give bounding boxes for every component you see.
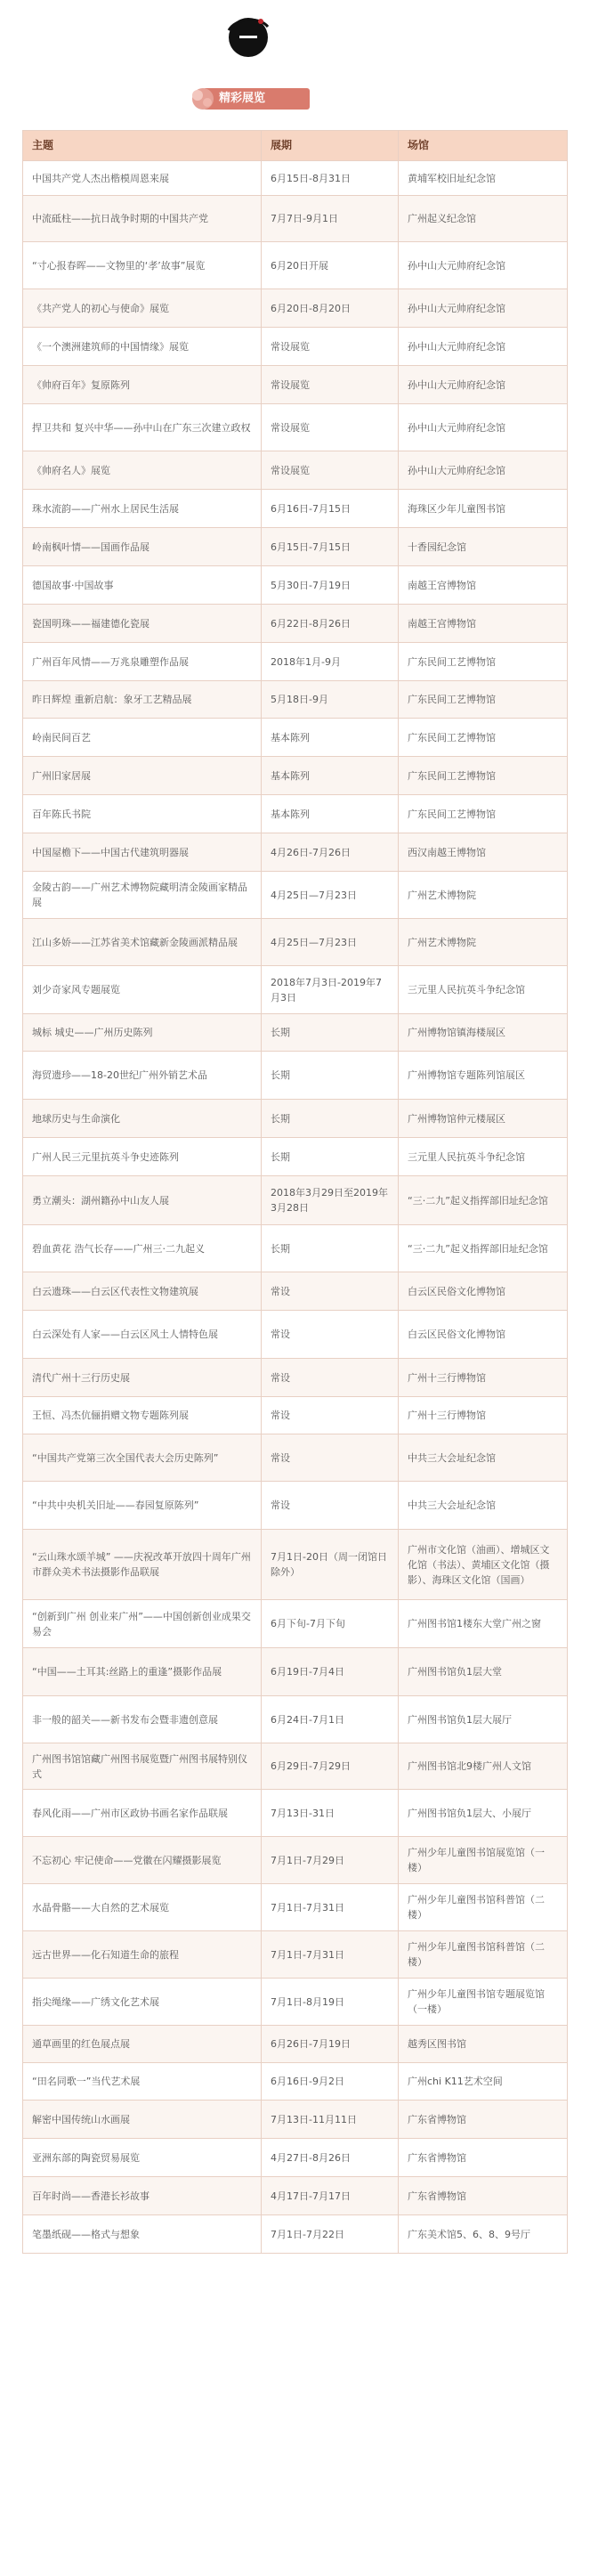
ink-circle-logo bbox=[223, 12, 273, 62]
cell-theme: 《一个澳洲建筑师的中国情缘》展览 bbox=[23, 328, 262, 366]
cell-period: 7月1日-20日（周一闭馆日除外） bbox=[262, 1530, 399, 1600]
cell-theme: “中国共产党第三次全国代表大会历史陈列” bbox=[23, 1434, 262, 1482]
table-row bbox=[23, 1359, 568, 1397]
cell-period: 常设 bbox=[262, 1482, 399, 1530]
cell-venue: 南越王宫博物馆 bbox=[399, 605, 568, 643]
table-row bbox=[23, 242, 568, 289]
table-row bbox=[23, 1397, 568, 1434]
table-row bbox=[23, 966, 568, 1014]
cell-venue: 广州少年儿童图书馆展览馆（一楼） bbox=[399, 1837, 568, 1884]
cell-venue: 广东省博物馆 bbox=[399, 2101, 568, 2139]
section-banner bbox=[183, 85, 315, 113]
cell-period: 7月13日-11月11日 bbox=[262, 2101, 399, 2139]
table-row bbox=[23, 1600, 568, 1648]
cell-period: 常设 bbox=[262, 1359, 399, 1397]
cell-venue: 海珠区少年儿童图书馆 bbox=[399, 490, 568, 528]
cell-venue: 广州起义纪念馆 bbox=[399, 196, 568, 242]
cell-period: 6月16日-9月2日 bbox=[262, 2063, 399, 2101]
cell-theme: 海贸遗珍——18-20世纪广州外销艺术品 bbox=[23, 1052, 262, 1100]
cell-theme: 《共产党人的初心与使命》展览 bbox=[23, 289, 262, 328]
cell-venue: 广州艺术博物院 bbox=[399, 872, 568, 919]
table-row bbox=[23, 605, 568, 643]
cell-period: 6月下旬-7月下旬 bbox=[262, 1600, 399, 1648]
cell-period: 7月1日-8月19日 bbox=[262, 1979, 399, 2026]
cell-theme: 中流砥柱——抗日战争时期的中国共产党 bbox=[23, 196, 262, 242]
cell-theme: 指尖绳缘——广绣文化艺术展 bbox=[23, 1979, 262, 2026]
cell-period: 2018年7月3日-2019年7月3日 bbox=[262, 966, 399, 1014]
cell-period: 2018年1月-9月 bbox=[262, 643, 399, 681]
cell-venue: 广州chi K11艺术空间 bbox=[399, 2063, 568, 2101]
cell-period: 4月25日—7月23日 bbox=[262, 872, 399, 919]
cell-theme: 白云遗珠——白云区代表性文物建筑展 bbox=[23, 1272, 262, 1311]
table-row bbox=[23, 757, 568, 795]
table-row bbox=[23, 566, 568, 605]
table-row bbox=[23, 1743, 568, 1790]
cell-period: 6月16日-7月15日 bbox=[262, 490, 399, 528]
cell-theme: “寸心报春晖——文物里的‘孝’故事”展览 bbox=[23, 242, 262, 289]
cell-period: 常设 bbox=[262, 1434, 399, 1482]
cell-period: 5月30日-7月19日 bbox=[262, 566, 399, 605]
cell-venue: 中共三大会址纪念馆 bbox=[399, 1434, 568, 1482]
cell-venue: 孙中山大元帅府纪念馆 bbox=[399, 404, 568, 451]
cell-period: 6月15日-7月15日 bbox=[262, 528, 399, 566]
table-row bbox=[23, 872, 568, 919]
table-row bbox=[23, 1790, 568, 1837]
table-row bbox=[23, 1138, 568, 1176]
cell-theme: 碧血黄花 浩气长存——广州三·二九起义 bbox=[23, 1225, 262, 1272]
cell-theme: “中国——土耳其:丝路上的重逢”摄影作品展 bbox=[23, 1648, 262, 1696]
table-row bbox=[23, 1696, 568, 1743]
cell-venue: 中共三大会址纪念馆 bbox=[399, 1482, 568, 1530]
table-row bbox=[23, 643, 568, 681]
cell-venue: 广州市文化馆（油画）、增城区文化馆（书法）、黄埔区文化馆（摄影）、海珠区文化馆（国画） bbox=[399, 1530, 568, 1600]
cell-theme: 德国故事·中国故事 bbox=[23, 566, 262, 605]
cell-period: 常设 bbox=[262, 1311, 399, 1359]
table-row bbox=[23, 2139, 568, 2177]
table-row bbox=[23, 2177, 568, 2215]
table-row bbox=[23, 1434, 568, 1482]
cell-venue: 白云区民俗文化博物馆 bbox=[399, 1272, 568, 1311]
cell-theme: 中国屋檐下——中国古代建筑明器展 bbox=[23, 833, 262, 872]
table-row bbox=[23, 833, 568, 872]
cell-theme: 春风化雨——广州市区政协书画名家作品联展 bbox=[23, 1790, 262, 1837]
cell-period: 6月15日-8月31日 bbox=[262, 161, 399, 196]
table-row bbox=[23, 1100, 568, 1138]
cell-period: 5月18日-9月 bbox=[262, 681, 399, 719]
cell-theme: 不忘初心 牢记使命——党徽在闪耀摄影展览 bbox=[23, 1837, 262, 1884]
cell-venue: 越秀区图书馆 bbox=[399, 2026, 568, 2063]
table-row bbox=[23, 161, 568, 196]
cell-venue: 孙中山大元帅府纪念馆 bbox=[399, 366, 568, 404]
table-row bbox=[23, 1311, 568, 1359]
cell-period: 7月7日-9月1日 bbox=[262, 196, 399, 242]
cell-theme: 解密中国传统山水画展 bbox=[23, 2101, 262, 2139]
cell-period: 7月1日-7月29日 bbox=[262, 1837, 399, 1884]
table-row bbox=[23, 681, 568, 719]
cell-period: 长期 bbox=[262, 1052, 399, 1100]
cell-venue: 广东民间工艺博物馆 bbox=[399, 719, 568, 757]
cell-period: 6月19日-7月4日 bbox=[262, 1648, 399, 1696]
cell-theme: 广州百年风情——万兆泉雕塑作品展 bbox=[23, 643, 262, 681]
cell-venue: “三·二九”起义指挥部旧址纪念馆 bbox=[399, 1176, 568, 1225]
cell-theme: 勇立潮头：湖州籍孙中山友人展 bbox=[23, 1176, 262, 1225]
cell-theme: 百年陈氏书院 bbox=[23, 795, 262, 833]
cell-theme: “田名同歌一”当代艺术展 bbox=[23, 2063, 262, 2101]
cell-theme: 刘少奇家风专题展览 bbox=[23, 966, 262, 1014]
table-row bbox=[23, 1979, 568, 2026]
cell-venue: 广东民间工艺博物馆 bbox=[399, 795, 568, 833]
cell-venue: 广东美术馆5、6、8、9号厅 bbox=[399, 2215, 568, 2254]
cell-period: 常设展览 bbox=[262, 366, 399, 404]
cell-theme: 捍卫共和 复兴中华——孙中山在广东三次建立政权 bbox=[23, 404, 262, 451]
cell-theme: 《帅府名人》展览 bbox=[23, 451, 262, 490]
cell-period: 常设展览 bbox=[262, 328, 399, 366]
cell-theme: 瓷国明珠——福建德化瓷展 bbox=[23, 605, 262, 643]
cell-theme: 笔墨纸砚——格式与想象 bbox=[23, 2215, 262, 2254]
table-row bbox=[23, 289, 568, 328]
cell-theme: 广州人民三元里抗英斗争史迹陈列 bbox=[23, 1138, 262, 1176]
cell-venue: 广东民间工艺博物馆 bbox=[399, 681, 568, 719]
cell-period: 常设 bbox=[262, 1272, 399, 1311]
cell-period: 6月29日-7月29日 bbox=[262, 1743, 399, 1790]
cell-theme: 城标 城史——广州历史陈列 bbox=[23, 1014, 262, 1052]
cell-theme: 远古世界——化石知道生命的旅程 bbox=[23, 1931, 262, 1979]
cell-venue: 黄埔军校旧址纪念馆 bbox=[399, 161, 568, 196]
cell-period: 7月13日-31日 bbox=[262, 1790, 399, 1837]
table-row bbox=[23, 2215, 568, 2254]
cell-theme: 广州旧家居展 bbox=[23, 757, 262, 795]
cell-theme: “创新到广州 创业来广州”——中国创新创业成果交易会 bbox=[23, 1600, 262, 1648]
table-row bbox=[23, 795, 568, 833]
cell-venue: 广州艺术博物院 bbox=[399, 919, 568, 966]
table-row bbox=[23, 1482, 568, 1530]
column-header-venue: 场馆 bbox=[399, 131, 568, 161]
cell-period: 基本陈列 bbox=[262, 795, 399, 833]
cell-venue: 白云区民俗文化博物馆 bbox=[399, 1311, 568, 1359]
cell-theme: 非一般的韶关——新书发布会暨非遗创意展 bbox=[23, 1696, 262, 1743]
cell-venue: 广东省博物馆 bbox=[399, 2139, 568, 2177]
cell-period: 4月25日—7月23日 bbox=[262, 919, 399, 966]
cell-venue: 孙中山大元帅府纪念馆 bbox=[399, 242, 568, 289]
cell-period: 常设展览 bbox=[262, 404, 399, 451]
table-row bbox=[23, 366, 568, 404]
cell-theme: 金陵古韵——广州艺术博物院藏明清金陵画家精品展 bbox=[23, 872, 262, 919]
cell-theme: “云山珠水颂羊城” ——庆祝改革开放四十周年广州市群众美术书法摄影作品联展 bbox=[23, 1530, 262, 1600]
table-row bbox=[23, 1648, 568, 1696]
column-header-period: 展期 bbox=[262, 131, 399, 161]
cell-period: 基本陈列 bbox=[262, 719, 399, 757]
table-row bbox=[23, 451, 568, 490]
cell-theme: 昨日辉煌 重新启航：象牙工艺精品展 bbox=[23, 681, 262, 719]
cell-period: 7月1日-7月31日 bbox=[262, 1884, 399, 1931]
cell-theme: 白云深处有人家——白云区风土人情特色展 bbox=[23, 1311, 262, 1359]
cell-venue: 广州博物馆镇海楼展区 bbox=[399, 1014, 568, 1052]
cell-period: 长期 bbox=[262, 1100, 399, 1138]
cell-venue: 三元里人民抗英斗争纪念馆 bbox=[399, 966, 568, 1014]
table-row bbox=[23, 2026, 568, 2063]
cell-venue: 南越王宫博物馆 bbox=[399, 566, 568, 605]
cell-theme: 清代广州十三行历史展 bbox=[23, 1359, 262, 1397]
table-row bbox=[23, 2101, 568, 2139]
table-row bbox=[23, 919, 568, 966]
table-row bbox=[23, 528, 568, 566]
cell-venue: 广东民间工艺博物馆 bbox=[399, 757, 568, 795]
table-row bbox=[23, 490, 568, 528]
cell-venue: 西汉南越王博物馆 bbox=[399, 833, 568, 872]
cell-theme: 亚洲东部的陶瓷贸易展览 bbox=[23, 2139, 262, 2177]
table-row bbox=[23, 404, 568, 451]
table-row bbox=[23, 1014, 568, 1052]
cell-venue: 十香园纪念馆 bbox=[399, 528, 568, 566]
cell-theme: 王恒、冯杰伉俪捐赠文物专题陈列展 bbox=[23, 1397, 262, 1434]
table-body bbox=[23, 161, 568, 2254]
cell-period: 2018年3月29日至2019年3月28日 bbox=[262, 1176, 399, 1225]
column-header-theme: 主题 bbox=[23, 131, 262, 161]
cell-venue: 孙中山大元帅府纪念馆 bbox=[399, 451, 568, 490]
cell-theme: 江山多娇——江苏省美术馆藏新金陵画派精品展 bbox=[23, 919, 262, 966]
cell-venue: 广州图书馆北9楼广州人文馆 bbox=[399, 1743, 568, 1790]
cell-theme: 《帅府百年》复原陈列 bbox=[23, 366, 262, 404]
cell-period: 4月27日-8月26日 bbox=[262, 2139, 399, 2177]
table-row bbox=[23, 1837, 568, 1884]
cell-venue: 广州博物馆专题陈列馆展区 bbox=[399, 1052, 568, 1100]
table-row bbox=[23, 1176, 568, 1225]
cell-venue: 广州图书馆负1层大展厅 bbox=[399, 1696, 568, 1743]
table-row bbox=[23, 1052, 568, 1100]
cell-venue: “三·二九”起义指挥部旧址纪念馆 bbox=[399, 1225, 568, 1272]
cell-theme: 地球历史与生命演化 bbox=[23, 1100, 262, 1138]
cell-period: 6月26日-7月19日 bbox=[262, 2026, 399, 2063]
cell-venue: 广州少年儿童图书馆专题展览馆（一楼） bbox=[399, 1979, 568, 2026]
cell-theme: 广州图书馆馆藏广州图书展览暨广州图书展特别仪式 bbox=[23, 1743, 262, 1790]
table-row bbox=[23, 719, 568, 757]
cell-venue: 广州十三行博物馆 bbox=[399, 1359, 568, 1397]
cell-period: 7月1日-7月22日 bbox=[262, 2215, 399, 2254]
cell-venue: 广州博物馆仲元楼展区 bbox=[399, 1100, 568, 1138]
cell-theme: 通草画里的红色展点展 bbox=[23, 2026, 262, 2063]
cell-venue: 广东省博物馆 bbox=[399, 2177, 568, 2215]
cell-period: 常设展览 bbox=[262, 451, 399, 490]
cell-period: 常设 bbox=[262, 1397, 399, 1434]
cell-period: 7月1日-7月31日 bbox=[262, 1931, 399, 1979]
table-row bbox=[23, 1225, 568, 1272]
cell-theme: 岭南枫叶情——国画作品展 bbox=[23, 528, 262, 566]
cell-theme: “中共中央机关旧址——春园复原陈列” bbox=[23, 1482, 262, 1530]
cell-period: 长期 bbox=[262, 1138, 399, 1176]
table-row bbox=[23, 2063, 568, 2101]
table-row bbox=[23, 1884, 568, 1931]
cell-period: 6月24日-7月1日 bbox=[262, 1696, 399, 1743]
cell-theme: 岭南民间百艺 bbox=[23, 719, 262, 757]
table-row bbox=[23, 328, 568, 366]
banner-title: 精彩展览 bbox=[219, 92, 266, 105]
cell-period: 基本陈列 bbox=[262, 757, 399, 795]
cell-theme: 中国共产党人杰出楷模周恩来展 bbox=[23, 161, 262, 196]
cell-theme: 珠水流韵——广州水上居民生活展 bbox=[23, 490, 262, 528]
table-row bbox=[23, 1530, 568, 1600]
cell-venue: 广州图书馆负1层大堂 bbox=[399, 1648, 568, 1696]
cell-theme: 水晶骨骼——大自然的艺术展览 bbox=[23, 1884, 262, 1931]
cell-venue: 广州十三行博物馆 bbox=[399, 1397, 568, 1434]
table-row bbox=[23, 196, 568, 242]
cell-venue: 三元里人民抗英斗争纪念馆 bbox=[399, 1138, 568, 1176]
cell-period: 6月20日开展 bbox=[262, 242, 399, 289]
cell-period: 长期 bbox=[262, 1225, 399, 1272]
table-header-row bbox=[23, 131, 568, 161]
cell-period: 6月20日-8月20日 bbox=[262, 289, 399, 328]
cell-venue: 广州图书馆1楼东大堂广州之窗 bbox=[399, 1600, 568, 1648]
cell-period: 6月22日-8月26日 bbox=[262, 605, 399, 643]
cell-theme: 百年时尚——香港长衫故事 bbox=[23, 2177, 262, 2215]
exhibition-table bbox=[22, 130, 568, 2254]
cell-venue: 广州少年儿童图书馆科普馆（二楼） bbox=[399, 1931, 568, 1979]
cell-period: 4月17日-7月17日 bbox=[262, 2177, 399, 2215]
table-row bbox=[23, 1931, 568, 1979]
cell-venue: 广州少年儿童图书馆科普馆（二楼） bbox=[399, 1884, 568, 1931]
table-row bbox=[23, 1272, 568, 1311]
cell-venue: 孙中山大元帅府纪念馆 bbox=[399, 289, 568, 328]
cell-venue: 广东民间工艺博物馆 bbox=[399, 643, 568, 681]
cell-period: 长期 bbox=[262, 1014, 399, 1052]
cell-venue: 孙中山大元帅府纪念馆 bbox=[399, 328, 568, 366]
cell-venue: 广州图书馆负1层大、小展厅 bbox=[399, 1790, 568, 1837]
cell-period: 4月26日-7月26日 bbox=[262, 833, 399, 872]
